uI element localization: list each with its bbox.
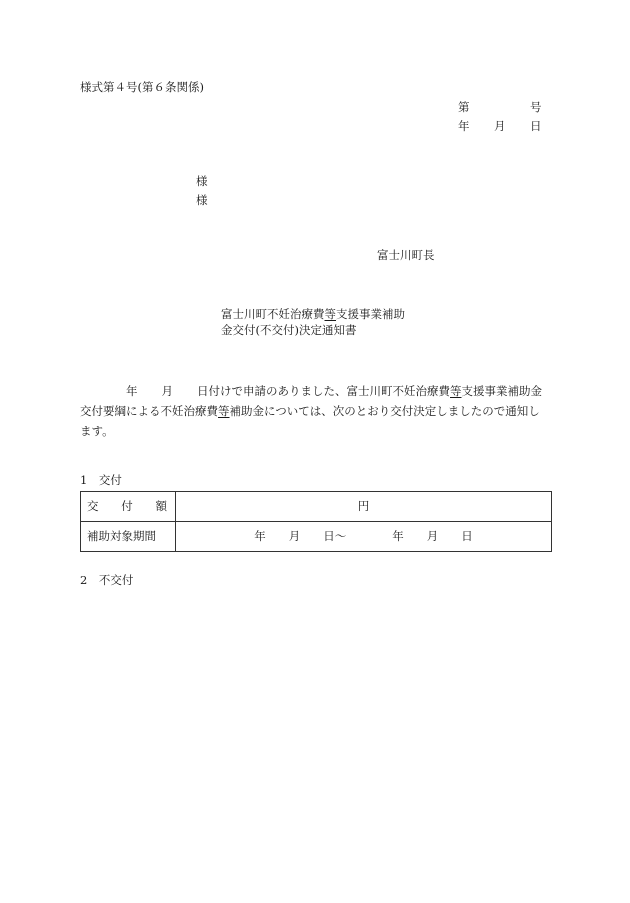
section-2-heading: 2 不交付 — [80, 573, 134, 587]
grant-period-label: 補助対象期間 — [81, 522, 176, 552]
title-line1-underlined: 等 — [324, 307, 336, 321]
body-line2-a: 交付要綱による不妊治療費 — [80, 404, 218, 418]
grant-amount-label-char-1: 交 — [87, 498, 99, 513]
document-number-suffix: 号 — [530, 100, 542, 114]
addressee-2: 様 — [196, 193, 208, 207]
addressee-1: 様 — [196, 174, 208, 188]
body-line-3: ます。 — [80, 424, 114, 438]
grant-table — [80, 491, 552, 552]
body-year: 年 — [126, 384, 138, 398]
grant-amount-label — [81, 492, 176, 522]
grant-amount-row — [81, 492, 552, 522]
date-month: 月 — [494, 119, 506, 133]
title-line1-a: 富士川町不妊治療費 — [221, 307, 325, 321]
body-line2-b: 補助金については、次のとおり交付決定しましたので通知し — [229, 404, 540, 418]
body-month: 月 — [161, 384, 173, 398]
body-line-1 — [80, 381, 556, 401]
date-day: 日 — [530, 119, 542, 133]
body-line1-a: 日付けで申請のありました、富士川町不妊治療費 — [197, 384, 450, 398]
notice-title — [221, 309, 405, 321]
body-line1-underlined: 等 — [450, 384, 462, 398]
date-year: 年 — [458, 119, 470, 133]
grant-amount-label-char-2: 付 — [121, 498, 133, 513]
grant-amount-value: 円 — [176, 492, 552, 522]
sender-name: 富士川町長 — [377, 248, 435, 262]
grant-amount-label-char-3: 額 — [155, 498, 167, 513]
body-line2-underlined: 等 — [218, 404, 230, 418]
section-1-heading: 1 交付 — [80, 473, 122, 487]
notice-body — [80, 381, 556, 441]
notice-title-line2: 金交付(不交付)決定通知書 — [221, 323, 357, 337]
body-line1-b: 支援事業補助金 — [461, 384, 542, 398]
body-line-2 — [80, 401, 556, 421]
grant-period-value: 年 月 日～ 年 月 日 — [176, 522, 552, 552]
grant-period-row — [81, 522, 552, 552]
title-line1-b: 支援事業補助 — [336, 307, 405, 321]
document-number-prefix: 第 — [458, 100, 470, 114]
form-label: 様式第４号(第６条関係) — [80, 80, 204, 94]
